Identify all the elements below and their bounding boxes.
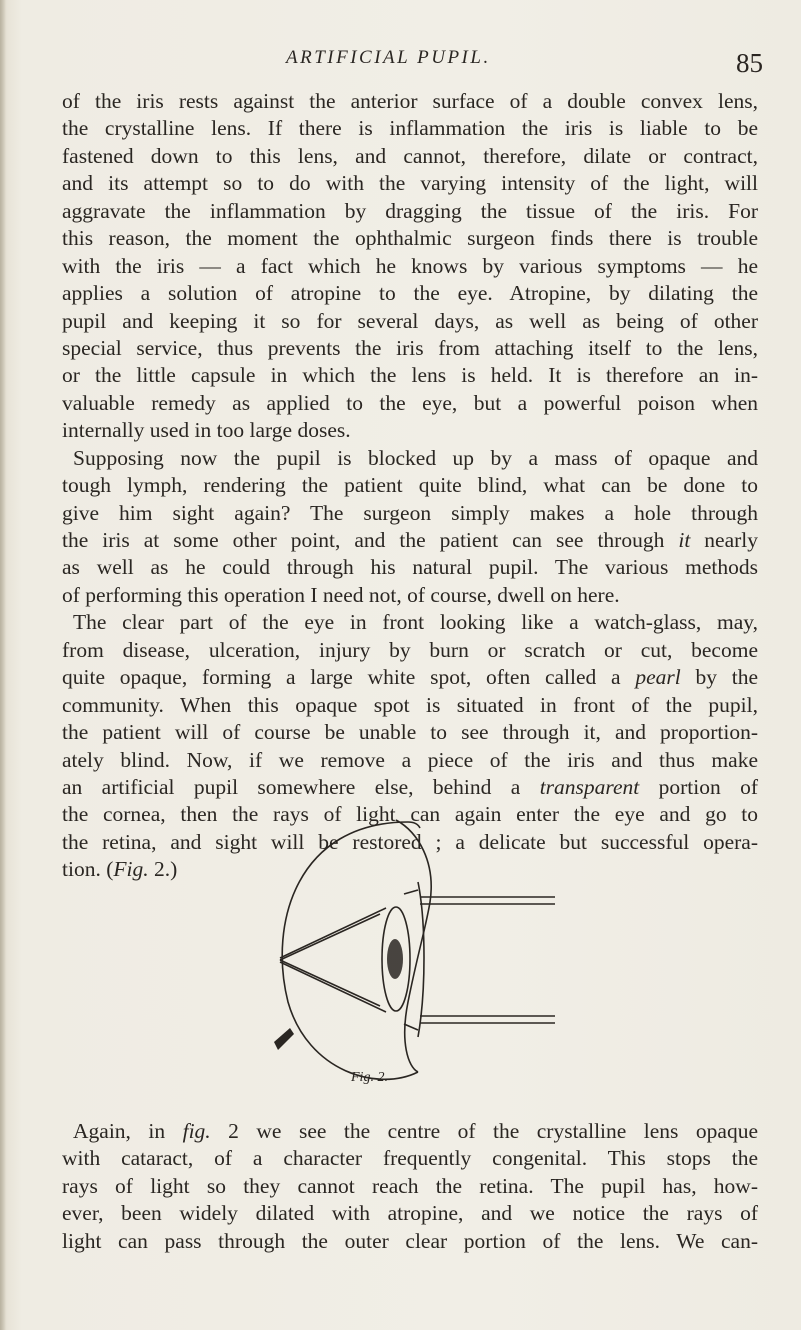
text-line: rays of light so they cannot reach the retina. The pupil has, how- — [62, 1173, 758, 1198]
text-line: of the iris rests against the anterior surface of a double convex lens, — [62, 89, 758, 113]
text-line-with-italic — [62, 527, 758, 554]
text-line: valuable remedy as applied to the eye, but a powerful poison when — [62, 390, 758, 415]
text-line: the cornea, then the rays of light can again enter the eye and go to — [62, 802, 758, 827]
text-line: or the little capsule in which the lens is held. It is therefore an in- — [62, 363, 758, 388]
text-segment: nearly — [704, 528, 759, 552]
optic-nerve — [274, 1028, 294, 1050]
text-line: as well as he could through his natural pupil. The various methods — [62, 555, 758, 580]
text-line: aggravate the inflammation by dragging the tissue of the iris. For — [62, 198, 758, 223]
text-line: the retina, and sight will be restored ; a delicate but successful opera- — [62, 829, 758, 854]
cataract-opacity — [387, 939, 403, 979]
text-line: of performing this operation I need not, of course, dwell on here. — [62, 582, 620, 607]
cornea-inner — [418, 882, 424, 1037]
text-line: and its attempt so to do with the varying intensity of the light, will — [62, 171, 758, 196]
iris — [404, 890, 418, 894]
page-number: 85 — [736, 48, 763, 78]
refracted-ray — [280, 908, 386, 958]
page-gutter-shadow — [0, 0, 6, 1330]
text-line: pupil and keeping it so for several days, as well as being of other — [62, 308, 758, 333]
figure-caption: Fig. 2. — [351, 1070, 388, 1085]
text-line: give him sight again? The surgeon simply makes a hole through — [62, 500, 758, 525]
cornea-outline — [396, 820, 431, 1072]
text-line: from disease, ulceration, injury by burn or scratch or cut, become — [62, 637, 758, 662]
text-line: community. When this opaque spot is situated in front of the pupil, — [62, 692, 758, 717]
text-line: ately blind. Now, if we remove a piece of the iris and thus make — [62, 747, 758, 772]
text-line: with the iris — a fact which he knows by various symptoms — he — [62, 253, 758, 278]
italic-emphasis: transparent — [539, 774, 640, 799]
text-line: The clear part of the eye in front looking like a watch-glass, may, — [73, 610, 758, 635]
text-line: internally used in too large doses. — [62, 418, 351, 443]
italic-emphasis: pearl — [635, 665, 681, 690]
text-line-with-italic — [62, 664, 758, 691]
text-line: the patient will of course be unable to see through it, and proportion- — [62, 720, 758, 745]
text-line: applies a solution of atropine to the eye. Atropine, by dilating the — [62, 281, 758, 306]
text-line: fastened down to this lens, and cannot, therefore, dilate or contract, — [62, 143, 758, 168]
text-line: tough lymph, rendering the patient quite blind, what can be done to — [62, 473, 758, 498]
refracted-ray — [280, 914, 380, 960]
body-text-top — [62, 88, 758, 884]
text-segment: the iris at some other point, and the patient can see through — [62, 528, 665, 552]
refracted-ray — [280, 960, 380, 1006]
text-line-with-italic — [62, 774, 758, 801]
text-line: this reason, the moment the ophthalmic surgeon finds there is trouble — [62, 226, 758, 251]
body-text-bottom — [62, 1118, 758, 1255]
text-segment: tion. ( — [62, 857, 114, 882]
text-line: the crystalline lens. If there is inflammation the iris is liable to be — [62, 116, 758, 141]
text-line: Supposing now the pupil is blocked up by a mass of opaque and — [73, 445, 758, 470]
refracted-ray — [280, 962, 386, 1012]
italic-emphasis: Fig. — [113, 857, 149, 882]
text-line: special service, thus prevents the iris from attaching itself to the lens, — [62, 335, 758, 360]
eye-diagram-figure — [268, 802, 568, 1092]
running-head: ARTIFICIAL PUPIL. — [286, 47, 491, 68]
text-segment: 2.) — [153, 857, 178, 882]
iris — [404, 1024, 418, 1030]
text-line: ever, been widely dilated with atropine, and we notice the rays of — [62, 1201, 758, 1226]
italic-emphasis: it — [678, 528, 691, 552]
text-segment: an artificial pupil somewhere else, behind a — [62, 774, 521, 799]
sclera-arc — [408, 822, 420, 828]
page-header — [0, 44, 801, 80]
text-line: with cataract, of a character frequently congenital. This stops the — [62, 1146, 758, 1171]
text-segment: portion of — [658, 774, 758, 799]
text-segment: Again, in — [73, 1119, 166, 1143]
text-segment: quite opaque, forming a large white spot, often called a — [62, 665, 621, 690]
text-line: light can pass through the outer clear portion of the lens. We can- — [62, 1228, 758, 1253]
italic-emphasis: fig. — [182, 1119, 211, 1143]
text-segment: by the — [695, 665, 758, 690]
eye-diagram — [268, 802, 568, 1092]
text-segment: 2 we see the centre of the crystalline lens opaque — [228, 1119, 758, 1143]
text-line-with-italic — [62, 1118, 758, 1145]
